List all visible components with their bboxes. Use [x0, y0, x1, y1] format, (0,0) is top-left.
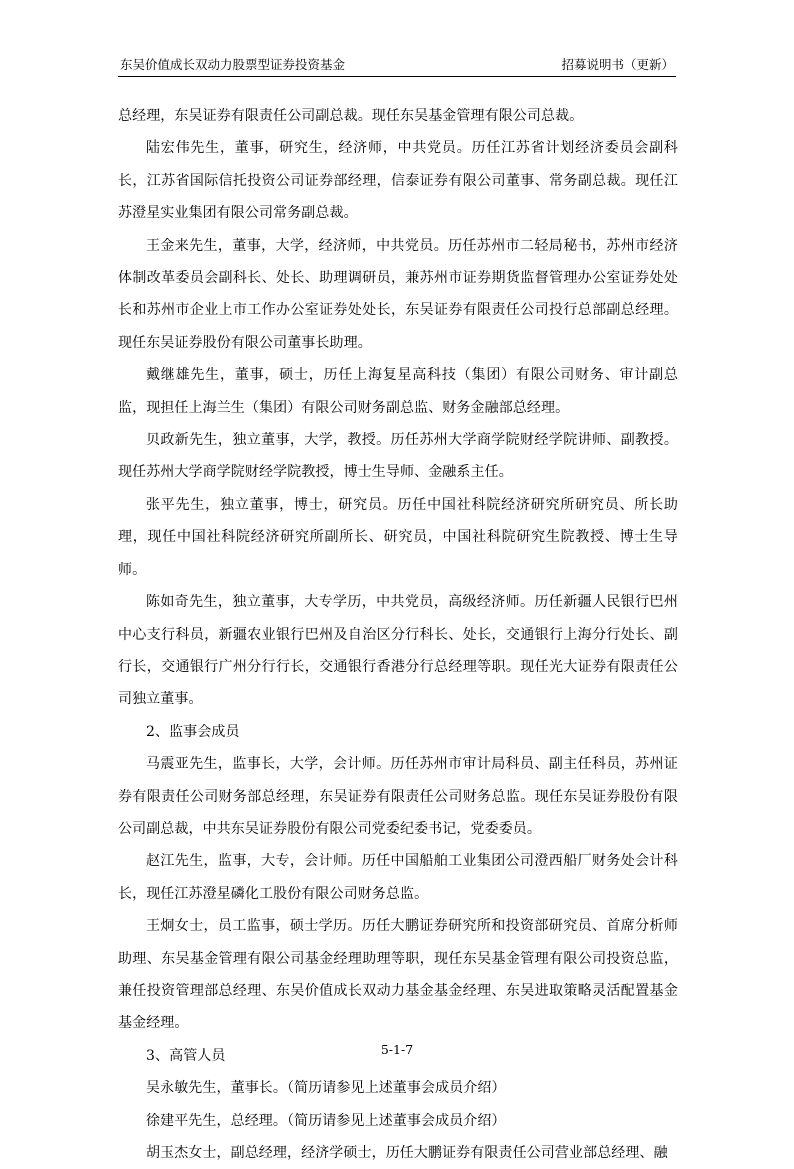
paragraph-executive-wu: 吴永敏先生，董事长。（简历请参见上述董事会成员介绍）: [146, 1080, 506, 1097]
paragraph-director-lu: 陆宏伟先生，董事，研究生，经济师，中共党员。历任江苏省计划经济委员会副科长，江苏省国际信托投资公司证券部经理，信泰证券有限公司董事、常务副总裁。现任江苏澄星实业集团有限公司常务副总裁。: [118, 140, 678, 222]
paragraph-director-bei: 贝政新先生，独立董事，大学，教授。历任苏州大学商学院财经学院讲师、副教授。现任苏州大学商学院财经学院教授，博士生导师、金融系主任。: [118, 432, 678, 481]
page-footer: [0, 1042, 794, 1057]
paragraph-supervisor-wang: 王炯女士，员工监事，硕士学历。历任大鹏证券研究所和投资部研究员、首席分析师助理、东吴基金管理有限公司基金经理助理等职，现任东吴基金管理有限公司投资总监，兼任投资管理部总经理、东吴价值成长双动力基金基金经理、东吴进取策略灵活配置基金基金经理。: [118, 918, 678, 1032]
page-number: 5-1-7: [380, 1042, 414, 1057]
section-heading-supervisors: 2、监事会成员: [146, 723, 240, 740]
document-title: 东吴价值成长双动力股票型证券投资基金: [120, 57, 346, 72]
section-heading-executives: 3、高管人员: [146, 1047, 226, 1064]
paragraph-executive-hu: 胡玉杰女士，副总经理，经济学硕士，历任大鹏证券有限责任公司营业部总经理、融: [146, 1145, 668, 1161]
paragraph-continuation: 总经理，东吴证券有限责任公司副总裁。现任东吴基金管理有限公司总裁。: [118, 108, 584, 124]
document-body: [118, 100, 678, 1169]
paragraph-director-chen: 陈如奇先生，独立董事，大专学历，中共党员，高级经济师。历任新疆人民银行巴州中心支行科员，新疆农业银行巴州及自治区分行科长、处长，交通银行上海分行处长、副行长，交通银行广州分行行长，交通银行香港分行总经理等职。现任光大证券有限责任公司独立董事。: [118, 594, 678, 708]
paragraph-executive-xu: 徐建平先生，总经理。（简历请参见上述董事会成员介绍）: [146, 1112, 506, 1129]
paragraph-director-zhang: 张平先生，独立董事，博士，研究员。历任中国社科院经济研究所研究员、所长助理，现任中国社科院经济研究所副所长、研究员，中国社科院研究生院教授、博士生导师。: [118, 496, 678, 578]
paragraph-director-dai: 戴继雄先生，董事，硕士，历任上海复星高科技（集团）有限公司财务、审计副总监，现担任上海兰生（集团）有限公司财务副总监、财务金融部总经理。: [118, 367, 678, 416]
document-section: 招募说明书（更新）: [561, 57, 674, 72]
page-header: [118, 54, 676, 77]
paragraph-supervisor-ma: 马震亚先生，监事长，大学，会计师。历任苏州市审计局科员、副主任科员，苏州证券有限责任公司财务部总经理，东吴证券有限责任公司财务总监。现任东吴证券股份有限公司副总裁，中共东吴证券股份有限公司党委纪委书记，党委委员。: [118, 756, 678, 837]
paragraph-supervisor-zhao: 赵江先生，监事，大专，会计师。历任中国船舶工业集团公司澄西船厂财务处会计科长，现任江苏澄星磷化工股份有限公司财务总监。: [118, 853, 678, 902]
paragraph-director-wang: 王金来先生，董事，大学，经济师，中共党员。历任苏州市二轻局秘书，苏州市经济体制改革委员会副科长、处长、助理调研员，兼苏州市证券期货监督管理办公室证券处处长和苏州市企业上市工作办公室证券处处长，东吴证券有限责任公司投行总部副总经理。现任东吴证券股份有限公司董事长助理。: [118, 237, 678, 351]
